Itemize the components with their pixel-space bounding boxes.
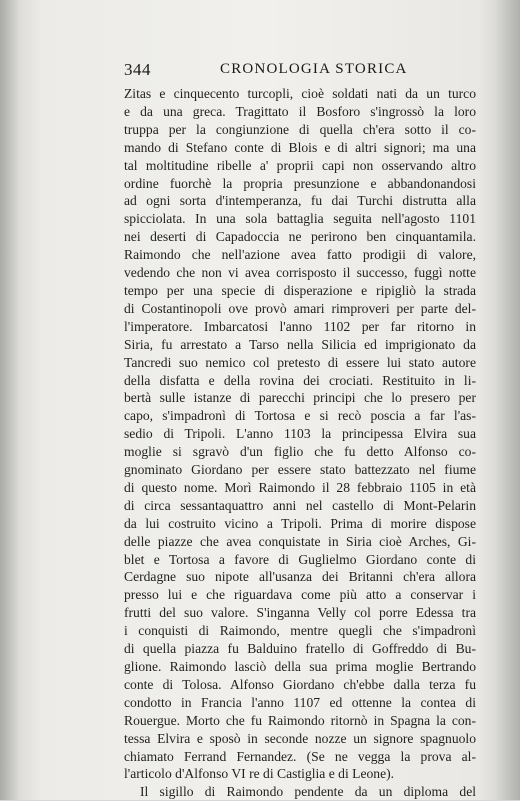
text-line: Zitas e cinquecento turcopli, cioè soldati nati da un turco [124,86,476,101]
text-line: i conquisti di Raimondo, mentre quegli che s'impadronì [124,623,476,639]
text-line: blet e Tortosa a favore di Guglielmo Giordano conte di [124,551,476,567]
text-line: e da una greca. Tragittato il Bosforo s'ingrossò la loro [124,103,476,119]
text-line: capo, s'impadronì di Tortosa e si recò poscia a far l'as- [124,408,476,424]
text-line: di questo nome. Morì Raimondo il 28 febbraio 1105 in età [124,479,476,495]
page-header [124,60,476,82]
text-line: chiamato Ferrand Fernandez. (Se ne vegga la prova al- [124,748,476,764]
text-line: Tancredi suo nemico col pretesto di essere lui stato autore [124,354,476,370]
text-line: conte di Tolosa. Alfonso Giordano ch'ebbe dalla terza fu [124,676,476,692]
text-line: moglie si sgravò d'un figlio che fu detto Alfonso co- [124,444,476,460]
text-line: Raimondo che nell'azione avea fatto prodigii di valore, [124,247,476,263]
body-text [124,85,476,801]
text-line: vedendo che non vi avea corrisposto il successo, fuggì notte [124,265,476,281]
text-line: di circa sessantaquattro anni nel castello di Mont-Pelarin [124,497,476,513]
text-line: l'articolo d'Alfonso VI re di Castiglia e di Leone). [124,766,395,782]
text-line: Siria, fu arrestato a Tarso nella Silicia ed imprigionato da [124,336,476,352]
text-line: glione. Raimondo lasciò della sua prima moglie Bertrando [124,659,476,674]
text-line: bertà sulle istanze di parecchi principi che lo presero per [124,390,476,406]
page-edge-shadow [494,0,520,800]
text-line: di Costantinopoli ove provò amari rimproveri per parte del- [124,300,476,316]
text-line: ad ogni sorta d'intemperanza, fu dai Turchi distrutta alla [124,193,476,209]
page-number: 344 [124,60,151,79]
text-line: di quella piazza fu Balduino fratello di Goffreddo di Bu- [124,641,476,657]
text-line: frutti del suo valore. S'inganna Velly col porre Edessa tra [124,605,476,621]
text-line: l'imperatore. Imbarcatosi l'anno 1102 per far ritorno in [124,318,476,334]
text-line: Cerdagne suo nipote all'usanza dei Britanni ch'era allora [124,569,476,585]
text-line: Il sigillo di Raimondo pendente da un diploma del [140,784,476,800]
text-line: condotto in Francia l'anno 1107 ed ottenne la contea di [124,694,476,710]
text-line: truppa per la congiunzione di quella ch'era sotto il co- [124,121,476,137]
text-line: nei deserti di Capadoccia ne perirono ben cinquantamila. [124,229,476,245]
text-line: tessa Elvira e sposò in seconde nozze un signore spagnuolo [124,730,476,746]
text-line: ordine fuorchè la propria presunzione e abbandonandosi [124,175,476,191]
text-line: Rouergue. Morto che fu Raimondo ritornò in Spagna la con- [124,712,476,728]
text-line: mando di Stefano conte di Blois e di altri signori; ma una [124,139,476,155]
text-line: tal moltitudine ribelle a' proprii capi non osservando altro [124,157,476,173]
text-line: delle piazze che avea conquistate in Siria cioè Arches, Gi- [124,533,476,549]
text-line: da lui costruito vicino a Tripoli. Prima di morire dispose [124,515,476,531]
text-line: presso lui e che riguardava come più atto a conservar i [124,587,476,603]
text-line: sedio di Tripoli. L'anno 1103 la principessa Elvira sua [124,426,476,442]
text-line: tempo per una specie di disperazione e ripigliò la strada [124,282,476,298]
text-line: spicciolata. In una sola battaglia seguita nell'agosto 1101 [124,211,476,227]
gutter-shadow [0,0,20,800]
text-line: gnominato Giordano per essere stato battezzato nel fiume [124,462,476,478]
text-line: della disfatta e della rovina dei crociati. Restituito in li- [124,372,476,388]
running-head: CRONOLOGIA STORICA [220,61,408,77]
